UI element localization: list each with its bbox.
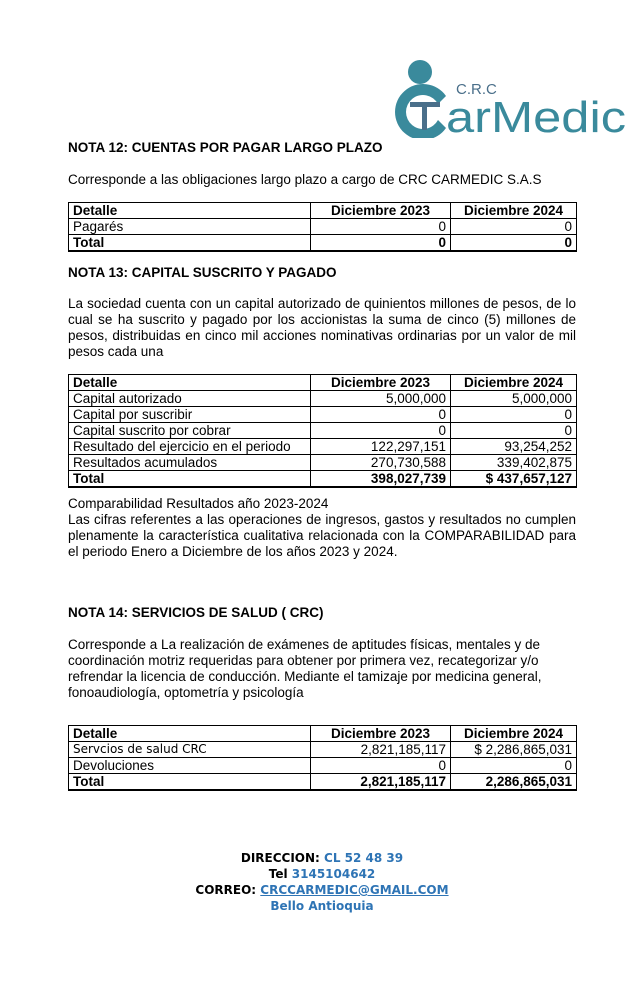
row-value-2024: 0 xyxy=(451,758,577,774)
nota13-text: La sociedad cuenta con un capital autorizado de quinientos millones de pesos, de lo cual se ha suscrito y pagado por los accionistas la suma de cinco (5) millones de pesos, distribuidas en cinco mil acciones nominativas ordinarias por un valor de mil pesos cada una xyxy=(68,296,576,359)
header-2024: Diciembre 2024 xyxy=(451,203,577,219)
nota12-text: Corresponde a las obligaciones largo plazo a cargo de CRC CARMEDIC S.A.S xyxy=(68,172,542,187)
logo-wordmark: arMedic xyxy=(446,93,626,138)
table-total-row xyxy=(69,235,577,252)
nota14-table xyxy=(68,725,577,791)
table-header-row xyxy=(69,375,577,391)
header-2023: Diciembre 2023 xyxy=(311,203,451,219)
footer-phone xyxy=(0,866,644,882)
table-row xyxy=(69,758,577,774)
nota14-title: NOTA 14: SERVICIOS DE SALUD ( CRC) xyxy=(68,605,324,620)
table-header-row xyxy=(69,726,577,742)
total-2023: 2,821,185,117 xyxy=(311,774,451,791)
row-value-2024: 0 xyxy=(451,219,577,235)
carmedic-logo xyxy=(392,54,628,138)
nota13-table xyxy=(68,374,577,488)
row-value-2023: 0 xyxy=(311,758,451,774)
header-2023: Diciembre 2023 xyxy=(311,726,451,742)
row-value-2023: 270,730,588 xyxy=(311,455,451,471)
header-detalle: Detalle xyxy=(69,726,311,742)
total-2024: 2,286,865,031 xyxy=(451,774,577,791)
row-value-2024: $ 2,286,865,031 xyxy=(451,742,577,758)
row-label: Resultado del ejercicio en el periodo xyxy=(69,439,311,455)
footer-address-value: CL 52 48 39 xyxy=(324,851,404,865)
header-2024: Diciembre 2024 xyxy=(451,375,577,391)
table-row xyxy=(69,219,577,235)
table-row xyxy=(69,423,577,439)
row-value-2023: 2,821,185,117 xyxy=(311,742,451,758)
comparabilidad-title: Comparabilidad Resultados año 2023-2024 xyxy=(68,496,329,511)
row-label: Servcios de salud CRC xyxy=(69,742,311,758)
logo-figure-body xyxy=(395,84,446,138)
total-label: Total xyxy=(69,471,311,488)
row-label: Devoluciones xyxy=(69,758,311,774)
row-label: Pagarés xyxy=(69,219,311,235)
row-label: Resultados acumulados xyxy=(69,455,311,471)
row-value-2023: 0 xyxy=(311,407,451,423)
total-2024: $ 437,657,127 xyxy=(451,471,577,488)
table-row xyxy=(69,407,577,423)
row-value-2024: 93,254,252 xyxy=(451,439,577,455)
table-row xyxy=(69,455,577,471)
footer-address-label: DIRECCION: xyxy=(240,851,325,865)
footer-email xyxy=(0,882,644,898)
total-2023: 0 xyxy=(311,235,451,252)
footer-city: Bello Antioquia xyxy=(270,899,374,913)
row-label: Capital autorizado xyxy=(69,391,311,407)
header-2023: Diciembre 2023 xyxy=(311,375,451,391)
total-2023: 398,027,739 xyxy=(311,471,451,488)
comparabilidad-text: Las cifras referentes a las operaciones de ingresos, gastos y resultados no cumplen plenamente la característica cualitativa relacionada con la COMPARABILIDAD para el periodo Enero a Diciembre de los años 2023 y 2024. xyxy=(68,512,576,559)
nota12-table xyxy=(68,202,577,252)
total-label: Total xyxy=(69,774,311,791)
row-value-2024: 0 xyxy=(451,423,577,439)
logo-figure-head xyxy=(408,60,432,84)
footer-phone-value: 3145104642 xyxy=(291,867,376,881)
total-label: Total xyxy=(69,235,311,252)
table-total-row xyxy=(69,471,577,488)
row-label: Capital por suscribir xyxy=(69,407,311,423)
row-value-2023: 0 xyxy=(311,219,451,235)
footer-email-link[interactable]: CRCCARMEDIC@GMAIL.COM xyxy=(260,883,449,897)
footer-address xyxy=(0,850,644,866)
nota14-text: Corresponde a La realización de exámenes de aptitudes físicas, mentales y de coordinación motriz requeridas para obtener por primera vez, recategorizar y/o refrendar la licencia de conducción. Mediante el tamizaje por medicina general, fonoaudiología, optometría y psicología xyxy=(68,637,542,700)
row-value-2024: 5,000,000 xyxy=(451,391,577,407)
nota13-title: NOTA 13: CAPITAL SUSCRITO Y PAGADO xyxy=(68,265,337,280)
header-detalle: Detalle xyxy=(69,375,311,391)
header-detalle: Detalle xyxy=(69,203,311,219)
header-2024: Diciembre 2024 xyxy=(451,726,577,742)
table-row xyxy=(69,391,577,407)
row-value-2023: 0 xyxy=(311,423,451,439)
table-row xyxy=(69,742,577,758)
total-2024: 0 xyxy=(451,235,577,252)
row-label: Capital suscrito por cobrar xyxy=(69,423,311,439)
nota12-title: NOTA 12: CUENTAS POR PAGAR LARGO PLAZO xyxy=(68,140,383,155)
table-total-row xyxy=(69,774,577,791)
table-row xyxy=(69,439,577,455)
row-value-2023: 122,297,151 xyxy=(311,439,451,455)
row-value-2023: 5,000,000 xyxy=(311,391,451,407)
footer-email-label: CORREO: xyxy=(195,883,261,897)
logo-prefix: C.R.C xyxy=(456,81,497,98)
footer-phone-label: Tel xyxy=(268,867,292,881)
row-value-2024: 339,402,875 xyxy=(451,455,577,471)
table-header-row xyxy=(69,203,577,219)
row-value-2024: 0 xyxy=(451,407,577,423)
